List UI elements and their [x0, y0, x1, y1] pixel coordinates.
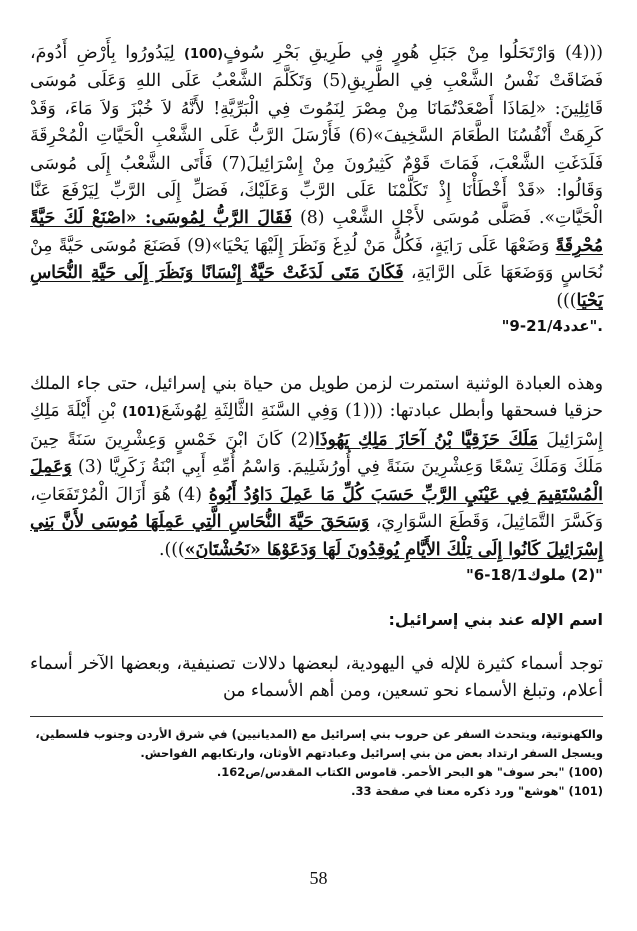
emphasized-quote: فَكَانَ مَتَى لَدَغَتْ حَيَّةٌ إِنْسَانًا وَنَظَرَ إِلَى حَيَّةِ النُّحَاسِ يَحْيَا — [30, 263, 603, 311]
scripture-quote-numbers — [30, 40, 603, 315]
quote-text: لِيَدُورُوا بِأَرْضِ أَدُومَ، فَضَاقَتْ نَفْسُ الشَّعْبِ فِي الطَّرِيقِ(5) وَتَكَلَّمَ الشَّعْبُ عَلَى اللهِ وَعَلَى مُوسَى قَائِلِينَ: «لِمَاذَا أَصْعَدْتُمَانَا مِنْ مِصْرَ لِنَمُوتَ فِي الْبَرِّيَّةِ! لأَنَّهُ لاَ خُبْزَ وَلاَ مَاءَ، وَقَدْ كَرِهَتْ أَنْفُسُنَا الطَّعَامَ السَّخِيفَ»(6) فَأَرْسَلَ الرَّبُّ عَلَى الشَّعْبِ الْحَيَّاتِ الْمُحْرِقَةَ فَلَدَغَتِ الشَّعْبَ، فَمَاتَ قَوْمٌ كَثِيرُونَ مِنْ إِسْرَائِيلَ(7) فَأَتَى الشَّعْبُ إِلَى مُوسَى وَقَالُوا: «قَدْ أَخْطَأْنَا إِذْ تَكَلَّمْنَا عَلَى الرَّبِّ وَعَلَيْكَ، فَصَلِّ إِلَى الرَّبِّ لِيَرْفَعَ عَنَّا الْحَيَّاتِ». فَصَلَّى مُوسَى لأَجْلِ الشَّعْبِ (8) — [30, 43, 603, 229]
page-number: 58 — [309, 868, 328, 888]
emphasized-quote: فَقَالَ الرَّبُّ لِمُوسَى: «اصْنَعْ لَكَ حَيَّةً مُحْرِقَةً — [30, 208, 603, 256]
quote-text: بْنِ أَيْلَةَ مَلِكِ إِسْرَائِيلَ — [30, 401, 603, 450]
footnote-continued: والكهنوتية، ويتحدث السفر عن حروب بني إسرائيل مع (المديانيين) في شرق الأردن وجنوب فلسطين، ويسجل السفر ارتداد بعض من بني إسرائيل وعبادتهم الأوثان، وارتكابهم الفواحش. — [35, 726, 603, 760]
quote-text: وهذه العبادة الوثنية استمرت لزمن طويل من حياة بني إسرائيل، حتى جاء الملك حزقيا فسحقها وأبطل عبادتها: (((1) وَفِي السَّنَةِ الثَّالِثَةِ لِهُوشَعَ — [30, 374, 603, 422]
footnote-100: (100) "بحر سوف" هو البحر الأحمر. قاموس الكتاب المقدس/ص162. — [216, 764, 603, 779]
section-heading: اسم الإله عند بني إسرائيل: — [388, 609, 603, 629]
emphasized-quote: وَسَحَقَ حَيَّةَ النُّحَاسِ الَّتِي عَمِلَهَا مُوسَى لأَنَّ بَنِي إِسْرَائِيلَ كَانُوا إِلَى تِلْكَ الأَيَّامِ يُوقِدُونَ لَهَا وَدَعَوْهَا «نَحُشْتَانَ» — [30, 512, 603, 560]
quote-text: ))). — [158, 539, 185, 560]
footnote-separator — [30, 716, 603, 717]
quote-text: (2) كَانَ ابْنَ خَمْسٍ وَعِشْرِينَ سَنَةً حِينَ مَلَكَ وَمَلَكَ تِسْعًا وَعِشْرِينَ سَنَةً فِي أُورُشَلِيمَ. وَاسْمُ أُمِّهِ أَبِي ابْنَةُ زَكَرِيَّا (3) — [30, 429, 603, 478]
footnotes — [30, 725, 603, 801]
footnote-marker: (101) — [122, 405, 162, 421]
quote-text: ))) — [556, 290, 577, 311]
scripture-quote-kings — [30, 371, 603, 564]
quote-text: وَضَعْهَا عَلَى رَايَةٍ، فَكُلُّ مَنْ لُدِغَ وَنَظَرَ إِلَيْهَا يَحْيَا»(9) فَصَنَعَ مُوسَى حَيَّةً مِنْ نُحَاسٍ وَوَضَعَهَا عَلَى الرَّايَةِ، — [30, 235, 603, 284]
quote-text: (((4) وَارْتَحَلُوا مِنْ جَبَلِ هُورٍ فِي طَرِيقِ بَحْرِ سُوفٍ — [223, 43, 603, 63]
quote-text: (4) هُوَ أَزَالَ الْمُرْتَفَعَاتِ، وَكَسَّرَ التَّمَاثِيلَ، وَقَطَعَ السَّوَارِيَ، — [30, 484, 603, 533]
document-page — [30, 40, 603, 900]
emphasized-quote: مَلَكَ حَزَقِيَّا بْنُ آحَازَ مَلِكِ يَهُوذَا — [315, 429, 539, 450]
emphasized-quote: وَعَمِلَ الْمُسْتَقِيمَ فِي عَيْنَيِ الرَّبِّ حَسَبَ كُلِّ مَا عَمِلَ دَاوُدُ أَبُوهُ — [30, 457, 603, 505]
footnote-101: (101) "هوشع" ورد ذكره معنا في صفحة 33. — [351, 783, 603, 798]
footnote-marker: (100) — [184, 47, 224, 62]
body-paragraph: توجد أسماء كثيرة للإله في اليهودية، لبعضها دلالات تصنيفية، وبعضها الآخر أسماء أعلام، وتبلغ الأسماء نحو تسعين، ومن أهم الأسماء من — [30, 653, 603, 702]
citation-numbers: ."عدد21/4-9" — [501, 317, 603, 336]
citation-kings: "(2) ملوك18/1-6" — [465, 565, 603, 584]
